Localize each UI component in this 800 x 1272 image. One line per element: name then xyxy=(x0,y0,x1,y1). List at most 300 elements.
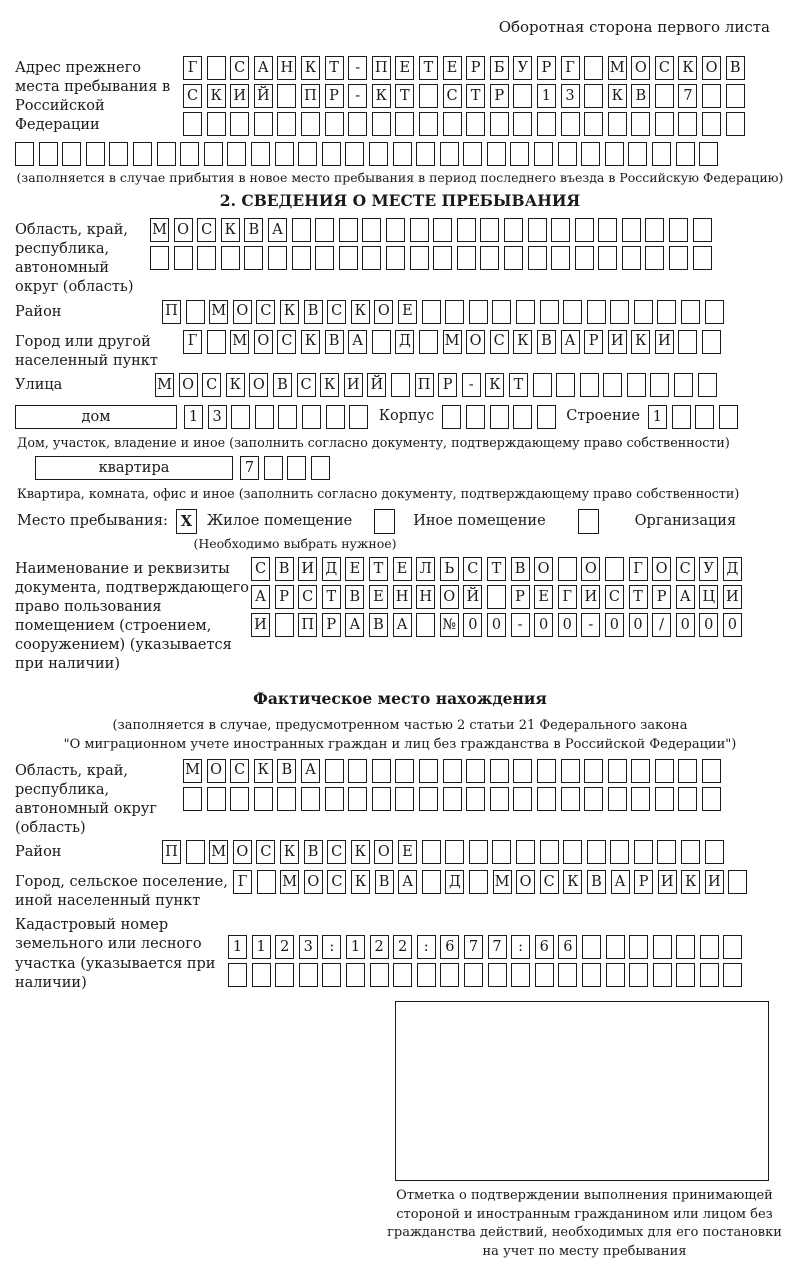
char-cell[interactable] xyxy=(372,787,391,811)
char-cell[interactable] xyxy=(348,787,367,811)
char-cell[interactable]: Й xyxy=(463,585,482,609)
char-cell[interactable]: А xyxy=(251,585,270,609)
char-cell[interactable] xyxy=(540,840,559,864)
char-cell[interactable] xyxy=(487,585,506,609)
char-cell[interactable]: Р xyxy=(584,330,603,354)
char-cell[interactable] xyxy=(230,112,249,136)
char-cell[interactable] xyxy=(488,963,507,987)
char-cell[interactable] xyxy=(254,112,273,136)
char-cell[interactable]: У xyxy=(699,557,718,581)
char-cell[interactable]: С xyxy=(298,585,317,609)
char-cell[interactable] xyxy=(346,963,365,987)
char-cell[interactable] xyxy=(537,787,556,811)
char-cell[interactable] xyxy=(325,112,344,136)
char-cell[interactable]: С xyxy=(202,373,221,397)
char-cell[interactable]: С xyxy=(540,870,559,894)
char-cell[interactable]: К xyxy=(351,840,370,864)
char-cell[interactable] xyxy=(480,218,499,242)
char-cell[interactable] xyxy=(629,963,648,987)
char-cell[interactable]: М xyxy=(608,56,627,80)
char-cell[interactable]: : xyxy=(322,935,341,959)
char-cell[interactable]: Т xyxy=(487,557,506,581)
char-cell[interactable] xyxy=(39,142,58,166)
char-cell[interactable] xyxy=(563,300,582,324)
char-cell[interactable] xyxy=(204,142,223,166)
char-cell[interactable] xyxy=(440,963,459,987)
char-cell[interactable]: С xyxy=(277,330,296,354)
char-cell[interactable]: О xyxy=(631,56,650,80)
char-cell[interactable]: Е xyxy=(443,56,462,80)
char-cell[interactable] xyxy=(705,840,724,864)
char-cell[interactable] xyxy=(466,759,485,783)
char-cell[interactable] xyxy=(252,963,271,987)
char-cell[interactable] xyxy=(728,870,747,894)
char-cell[interactable]: К xyxy=(301,56,320,80)
char-cell[interactable]: Т xyxy=(322,585,341,609)
char-cell[interactable]: Н xyxy=(277,56,296,80)
char-cell[interactable]: И xyxy=(658,870,677,894)
char-cell[interactable] xyxy=(440,142,459,166)
char-cell[interactable]: № xyxy=(440,613,459,637)
char-cell[interactable]: 1 xyxy=(252,935,271,959)
char-cell[interactable] xyxy=(395,112,414,136)
char-cell[interactable] xyxy=(584,112,603,136)
char-cell[interactable]: Г xyxy=(629,557,648,581)
char-cell[interactable]: О xyxy=(534,557,553,581)
char-cell[interactable] xyxy=(348,112,367,136)
char-cell[interactable]: Д xyxy=(723,557,742,581)
char-cell[interactable] xyxy=(466,787,485,811)
char-cell[interactable] xyxy=(584,787,603,811)
char-cell[interactable]: И xyxy=(298,557,317,581)
char-cell[interactable] xyxy=(652,142,671,166)
char-cell[interactable] xyxy=(464,963,483,987)
char-cell[interactable]: С xyxy=(327,870,346,894)
char-cell[interactable] xyxy=(537,759,556,783)
char-cell[interactable] xyxy=(657,840,676,864)
char-cell[interactable]: Н xyxy=(393,585,412,609)
char-cell[interactable] xyxy=(157,142,176,166)
char-cell[interactable] xyxy=(490,787,509,811)
char-cell[interactable]: В xyxy=(325,330,344,354)
char-cell[interactable]: И xyxy=(230,84,249,108)
char-cell[interactable]: Т xyxy=(509,373,528,397)
char-cell[interactable] xyxy=(183,112,202,136)
char-cell[interactable]: 2 xyxy=(393,935,412,959)
char-cell[interactable] xyxy=(254,787,273,811)
char-cell[interactable] xyxy=(581,142,600,166)
char-cell[interactable] xyxy=(228,963,247,987)
char-cell[interactable] xyxy=(395,787,414,811)
char-cell[interactable] xyxy=(443,112,462,136)
char-cell[interactable] xyxy=(608,787,627,811)
char-cell[interactable] xyxy=(301,787,320,811)
char-cell[interactable]: С xyxy=(230,759,249,783)
char-cell[interactable] xyxy=(584,56,603,80)
char-cell[interactable] xyxy=(622,246,641,270)
char-cell[interactable]: П xyxy=(415,373,434,397)
char-cell[interactable]: : xyxy=(511,935,530,959)
char-cell[interactable] xyxy=(487,142,506,166)
char-cell[interactable] xyxy=(410,218,429,242)
char-cell[interactable] xyxy=(510,142,529,166)
char-cell[interactable] xyxy=(133,142,152,166)
char-cell[interactable] xyxy=(393,963,412,987)
char-cell[interactable] xyxy=(608,759,627,783)
char-cell[interactable] xyxy=(629,935,648,959)
char-cell[interactable]: С xyxy=(251,557,270,581)
char-cell[interactable] xyxy=(681,300,700,324)
char-cell[interactable] xyxy=(598,218,617,242)
char-cell[interactable] xyxy=(207,56,226,80)
char-cell[interactable] xyxy=(587,300,606,324)
char-cell[interactable] xyxy=(700,963,719,987)
char-cell[interactable] xyxy=(299,963,318,987)
char-cell[interactable] xyxy=(251,142,270,166)
char-cell[interactable] xyxy=(315,246,334,270)
char-cell[interactable] xyxy=(605,142,624,166)
char-cell[interactable] xyxy=(655,84,674,108)
char-cell[interactable] xyxy=(535,963,554,987)
char-cell[interactable] xyxy=(372,112,391,136)
char-cell[interactable] xyxy=(277,787,296,811)
char-cell[interactable]: Т xyxy=(629,585,648,609)
char-cell[interactable] xyxy=(627,373,646,397)
char-cell[interactable] xyxy=(302,405,321,429)
char-cell[interactable] xyxy=(676,142,695,166)
char-cell[interactable]: И xyxy=(705,870,724,894)
char-cell[interactable]: 0 xyxy=(676,613,695,637)
char-cell[interactable] xyxy=(325,787,344,811)
char-cell[interactable] xyxy=(244,246,263,270)
char-cell[interactable]: О xyxy=(233,840,252,864)
char-cell[interactable] xyxy=(466,405,485,429)
char-cell[interactable] xyxy=(393,142,412,166)
char-cell[interactable]: П xyxy=(162,840,181,864)
char-cell[interactable]: - xyxy=(348,56,367,80)
char-cell[interactable] xyxy=(698,373,717,397)
char-cell[interactable] xyxy=(186,840,205,864)
char-cell[interactable] xyxy=(264,456,283,480)
char-cell[interactable] xyxy=(257,870,276,894)
char-cell[interactable] xyxy=(669,218,688,242)
char-cell[interactable]: М xyxy=(230,330,249,354)
char-cell[interactable] xyxy=(610,300,629,324)
char-cell[interactable]: - xyxy=(462,373,481,397)
char-cell[interactable]: 6 xyxy=(535,935,554,959)
char-cell[interactable] xyxy=(645,218,664,242)
char-cell[interactable] xyxy=(469,840,488,864)
char-cell[interactable] xyxy=(705,300,724,324)
char-cell[interactable]: С xyxy=(605,585,624,609)
char-cell[interactable] xyxy=(540,300,559,324)
char-cell[interactable] xyxy=(678,330,697,354)
char-cell[interactable] xyxy=(174,246,193,270)
char-cell[interactable] xyxy=(150,246,169,270)
char-cell[interactable] xyxy=(513,405,532,429)
char-cell[interactable] xyxy=(275,963,294,987)
char-cell[interactable]: Д xyxy=(322,557,341,581)
char-cell[interactable] xyxy=(469,870,488,894)
char-cell[interactable]: - xyxy=(348,84,367,108)
char-cell[interactable] xyxy=(513,112,532,136)
char-cell[interactable]: - xyxy=(581,613,600,637)
char-cell[interactable]: М xyxy=(155,373,174,397)
char-cell[interactable]: Т xyxy=(466,84,485,108)
char-cell[interactable] xyxy=(443,759,462,783)
char-cell[interactable]: С xyxy=(327,840,346,864)
char-cell[interactable] xyxy=(537,112,556,136)
char-cell[interactable] xyxy=(410,246,429,270)
char-cell[interactable] xyxy=(558,142,577,166)
char-cell[interactable]: П xyxy=(162,300,181,324)
char-cell[interactable]: А xyxy=(345,613,364,637)
char-cell[interactable]: О xyxy=(652,557,671,581)
char-cell[interactable]: К xyxy=(320,373,339,397)
char-cell[interactable]: О xyxy=(581,557,600,581)
char-cell[interactable] xyxy=(669,246,688,270)
char-cell[interactable] xyxy=(349,405,368,429)
char-cell[interactable]: Р xyxy=(438,373,457,397)
char-cell[interactable] xyxy=(534,142,553,166)
char-cell[interactable]: К xyxy=(207,84,226,108)
char-cell[interactable]: М xyxy=(150,218,169,242)
char-cell[interactable]: В xyxy=(726,56,745,80)
char-cell[interactable] xyxy=(528,246,547,270)
char-cell[interactable]: Р xyxy=(537,56,556,80)
char-cell[interactable] xyxy=(395,759,414,783)
char-cell[interactable] xyxy=(645,246,664,270)
char-cell[interactable] xyxy=(575,246,594,270)
char-cell[interactable]: А xyxy=(348,330,367,354)
char-cell[interactable]: Н xyxy=(416,585,435,609)
char-cell[interactable]: О xyxy=(516,870,535,894)
char-cell[interactable]: П xyxy=(298,613,317,637)
char-cell[interactable] xyxy=(606,963,625,987)
char-cell[interactable] xyxy=(561,112,580,136)
char-cell[interactable]: В xyxy=(631,84,650,108)
char-cell[interactable]: Р xyxy=(490,84,509,108)
char-cell[interactable]: Е xyxy=(395,56,414,80)
char-cell[interactable]: С xyxy=(490,330,509,354)
char-cell[interactable] xyxy=(221,246,240,270)
char-cell[interactable]: И xyxy=(251,613,270,637)
char-cell[interactable] xyxy=(268,246,287,270)
char-cell[interactable]: И xyxy=(581,585,600,609)
char-cell[interactable]: К xyxy=(301,330,320,354)
char-cell[interactable] xyxy=(417,963,436,987)
char-cell[interactable]: О xyxy=(304,870,323,894)
char-cell[interactable] xyxy=(719,405,738,429)
char-cell[interactable]: К xyxy=(678,56,697,80)
char-cell[interactable] xyxy=(653,935,672,959)
char-cell[interactable] xyxy=(180,142,199,166)
char-cell[interactable]: К xyxy=(563,870,582,894)
char-cell[interactable] xyxy=(445,840,464,864)
char-cell[interactable]: К xyxy=(254,759,273,783)
char-cell[interactable] xyxy=(339,218,358,242)
char-cell[interactable] xyxy=(109,142,128,166)
char-cell[interactable] xyxy=(702,787,721,811)
char-cell[interactable] xyxy=(442,405,461,429)
char-cell[interactable] xyxy=(230,787,249,811)
char-cell[interactable] xyxy=(469,300,488,324)
char-cell[interactable] xyxy=(419,330,438,354)
char-cell[interactable]: Е xyxy=(398,300,417,324)
char-cell[interactable] xyxy=(386,218,405,242)
char-cell[interactable]: М xyxy=(280,870,299,894)
char-cell[interactable] xyxy=(298,142,317,166)
char-cell[interactable]: / xyxy=(652,613,671,637)
char-cell[interactable] xyxy=(369,142,388,166)
char-cell[interactable]: К xyxy=(631,330,650,354)
char-cell[interactable] xyxy=(480,246,499,270)
char-cell[interactable] xyxy=(15,142,34,166)
char-cell[interactable] xyxy=(587,840,606,864)
char-cell[interactable]: 0 xyxy=(534,613,553,637)
char-cell[interactable] xyxy=(422,840,441,864)
char-cell[interactable] xyxy=(292,246,311,270)
char-cell[interactable]: К xyxy=(351,870,370,894)
char-cell[interactable] xyxy=(275,613,294,637)
char-cell[interactable] xyxy=(466,112,485,136)
char-cell[interactable]: И xyxy=(344,373,363,397)
char-cell[interactable] xyxy=(551,218,570,242)
char-cell[interactable] xyxy=(556,373,575,397)
char-cell[interactable] xyxy=(372,759,391,783)
char-cell[interactable] xyxy=(419,112,438,136)
char-cell[interactable]: 3 xyxy=(299,935,318,959)
char-cell[interactable]: Г xyxy=(558,585,577,609)
char-cell[interactable] xyxy=(693,246,712,270)
char-cell[interactable] xyxy=(183,787,202,811)
char-cell[interactable]: В xyxy=(304,300,323,324)
char-cell[interactable]: Е xyxy=(369,585,388,609)
char-cell[interactable]: О xyxy=(466,330,485,354)
char-cell[interactable] xyxy=(676,935,695,959)
char-cell[interactable]: 0 xyxy=(558,613,577,637)
char-cell[interactable]: М xyxy=(493,870,512,894)
char-cell[interactable] xyxy=(678,759,697,783)
char-cell[interactable]: А xyxy=(611,870,630,894)
char-cell[interactable] xyxy=(326,405,345,429)
char-cell[interactable] xyxy=(275,142,294,166)
char-cell[interactable]: Ь xyxy=(440,557,459,581)
char-cell[interactable] xyxy=(603,373,622,397)
char-cell[interactable]: Б xyxy=(490,56,509,80)
char-cell[interactable] xyxy=(674,373,693,397)
char-cell[interactable] xyxy=(693,218,712,242)
char-cell[interactable]: - xyxy=(511,613,530,637)
char-cell[interactable] xyxy=(655,112,674,136)
char-cell[interactable]: А xyxy=(301,759,320,783)
char-cell[interactable]: В xyxy=(375,870,394,894)
char-cell[interactable]: 2 xyxy=(275,935,294,959)
char-cell[interactable]: У xyxy=(513,56,532,80)
char-cell[interactable]: В xyxy=(369,613,388,637)
char-cell[interactable]: 1 xyxy=(228,935,247,959)
char-cell[interactable] xyxy=(653,963,672,987)
char-cell[interactable] xyxy=(631,787,650,811)
char-cell[interactable]: О xyxy=(702,56,721,80)
char-cell[interactable] xyxy=(197,246,216,270)
char-cell[interactable] xyxy=(606,935,625,959)
char-cell[interactable]: 2 xyxy=(370,935,389,959)
char-cell[interactable]: С xyxy=(256,300,275,324)
char-cell[interactable] xyxy=(422,870,441,894)
char-cell[interactable] xyxy=(513,759,532,783)
char-cell[interactable] xyxy=(537,405,556,429)
char-cell[interactable] xyxy=(634,300,653,324)
char-cell[interactable]: Д xyxy=(445,870,464,894)
char-cell[interactable]: В xyxy=(273,373,292,397)
char-cell[interactable] xyxy=(672,405,691,429)
char-cell[interactable]: С xyxy=(655,56,674,80)
char-cell[interactable]: И xyxy=(723,585,742,609)
char-cell[interactable]: Г xyxy=(233,870,252,894)
char-cell[interactable]: Р xyxy=(652,585,671,609)
char-cell[interactable]: О xyxy=(254,330,273,354)
char-cell[interactable]: 3 xyxy=(208,405,227,429)
char-cell[interactable] xyxy=(492,840,511,864)
char-cell[interactable]: 1 xyxy=(184,405,203,429)
char-cell[interactable] xyxy=(345,142,364,166)
char-cell[interactable] xyxy=(422,300,441,324)
char-cell[interactable]: 7 xyxy=(488,935,507,959)
char-cell[interactable] xyxy=(610,840,629,864)
char-cell[interactable]: Е xyxy=(398,840,417,864)
char-cell[interactable]: 6 xyxy=(558,935,577,959)
char-cell[interactable] xyxy=(608,112,627,136)
char-cell[interactable]: Г xyxy=(183,56,202,80)
char-cell[interactable]: В xyxy=(537,330,556,354)
char-cell[interactable] xyxy=(702,84,721,108)
char-cell[interactable]: П xyxy=(301,84,320,108)
char-cell[interactable] xyxy=(516,840,535,864)
char-cell[interactable] xyxy=(561,759,580,783)
char-cell[interactable]: О xyxy=(374,300,393,324)
char-cell[interactable] xyxy=(372,330,391,354)
char-cell[interactable]: 0 xyxy=(723,613,742,637)
char-cell[interactable]: Е xyxy=(534,585,553,609)
char-cell[interactable] xyxy=(443,787,462,811)
char-cell[interactable] xyxy=(311,456,330,480)
char-cell[interactable]: 7 xyxy=(240,456,259,480)
char-cell[interactable] xyxy=(322,963,341,987)
char-cell[interactable]: 3 xyxy=(561,84,580,108)
char-cell[interactable]: Е xyxy=(345,557,364,581)
char-cell[interactable]: Р xyxy=(275,585,294,609)
char-cell[interactable] xyxy=(700,935,719,959)
char-cell[interactable] xyxy=(287,456,306,480)
char-cell[interactable] xyxy=(325,759,344,783)
char-cell[interactable] xyxy=(699,142,718,166)
char-cell[interactable]: И xyxy=(608,330,627,354)
char-cell[interactable] xyxy=(723,963,742,987)
char-cell[interactable]: О xyxy=(179,373,198,397)
char-cell[interactable] xyxy=(702,112,721,136)
char-cell[interactable] xyxy=(62,142,81,166)
char-cell[interactable]: 0 xyxy=(487,613,506,637)
char-cell[interactable] xyxy=(457,246,476,270)
char-cell[interactable]: В xyxy=(511,557,530,581)
char-cell[interactable] xyxy=(322,142,341,166)
char-cell[interactable] xyxy=(650,373,669,397)
char-cell[interactable]: Е xyxy=(393,557,412,581)
char-cell[interactable] xyxy=(362,246,381,270)
char-cell[interactable]: А xyxy=(398,870,417,894)
char-cell[interactable] xyxy=(207,330,226,354)
